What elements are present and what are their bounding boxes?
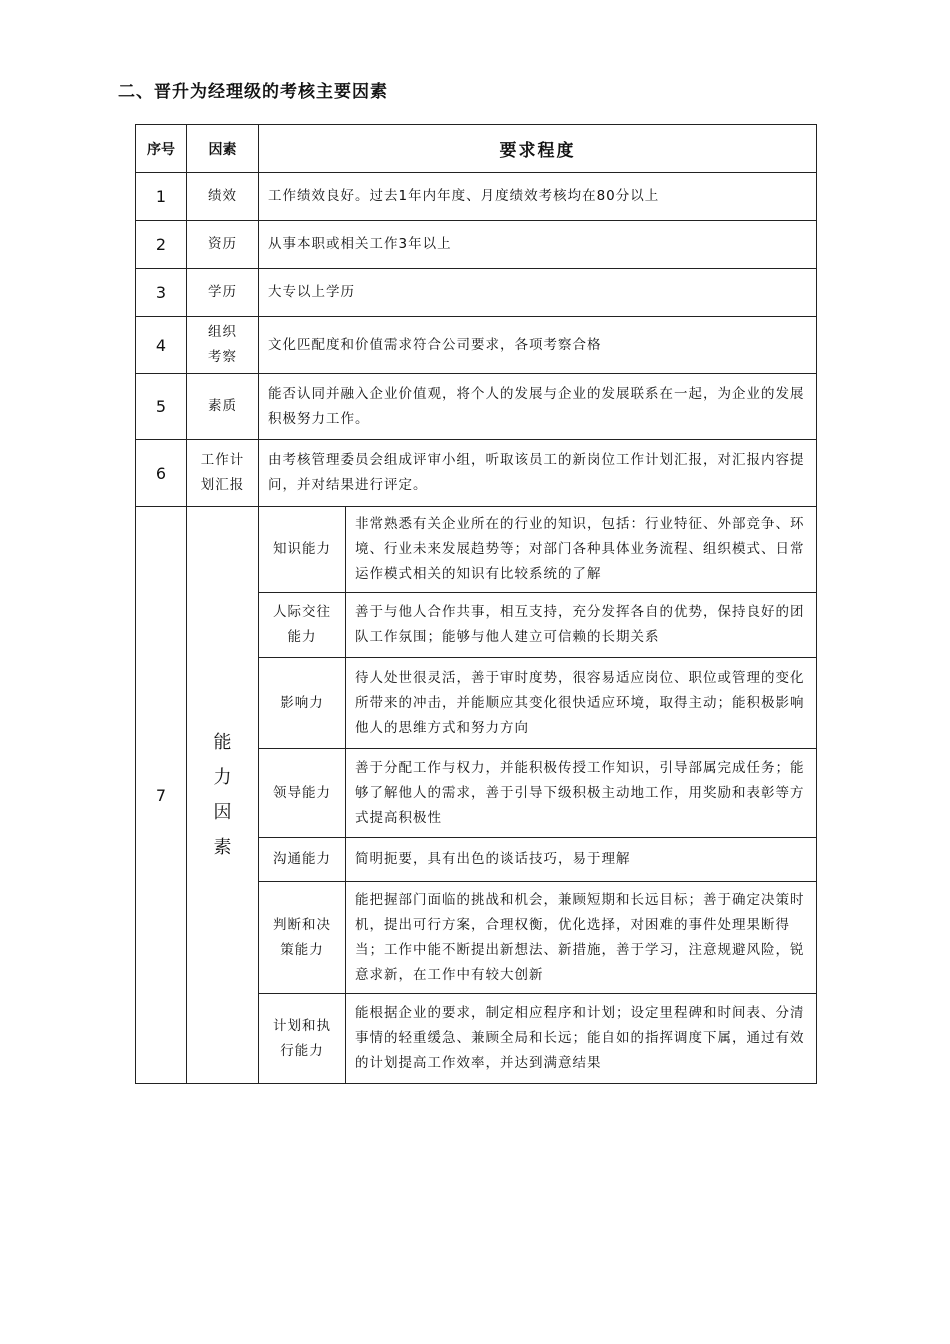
table-row <box>136 317 817 374</box>
row-factor: 资历 <box>187 221 259 269</box>
row-requirement: 文化匹配度和价值需求符合公司要求，各项考察合格 <box>259 317 817 374</box>
sub-factor: 领导能力 <box>259 749 346 838</box>
sub-requirement: 能根据企业的要求，制定相应程序和计划；设定里程碑和时间表、分清事情的轻重缓急、兼顾全局和长远；能自如的指挥调度下属，通过有效的计划提高工作效率，并达到满意结果 <box>346 994 817 1084</box>
table-row <box>136 221 817 269</box>
table-row <box>136 374 817 440</box>
row-factor: 学历 <box>187 269 259 317</box>
row-factor-cell <box>187 440 259 507</box>
header-factor: 因素 <box>187 125 259 173</box>
sub-factor: 判断和决策能力 <box>273 916 331 958</box>
sub-requirement: 善于分配工作与权力，并能积极传授工作知识，引导部属完成任务；能够了解他人的需求，善于引导下级积极主动地工作，用奖励和表彰等方式提高积极性 <box>346 749 817 838</box>
row-requirement: 大专以上学历 <box>259 269 817 317</box>
sub-requirement: 非常熟悉有关企业所在的行业的知识，包括：行业特征、外部竞争、环境、行业未来发展趋势等；对部门各种具体业务流程、组织模式、日常运作模式相关的知识有比较系统的了解 <box>346 507 817 593</box>
header-no: 序号 <box>136 125 187 173</box>
sub-requirement: 善于与他人合作共事，相互支持，充分发挥各自的优势，保持良好的团队工作氛围；能够与他人建立可信赖的长期关系 <box>346 593 817 658</box>
header-requirement: 要求程度 <box>259 125 817 173</box>
table-row <box>136 269 817 317</box>
row-no: 3 <box>136 269 187 317</box>
sub-factor-cell <box>259 593 346 658</box>
group-label-char: 素 <box>213 837 232 858</box>
table-row <box>136 440 817 507</box>
row-no: 6 <box>136 440 187 507</box>
sub-factor: 人际交往能力 <box>273 604 331 645</box>
row-requirement: 从事本职或相关工作3年以上 <box>259 221 817 269</box>
row-requirement: 由考核管理委员会组成评审小组，听取该员工的新岗位工作计划汇报，对汇报内容提问，并对结果进行评定。 <box>259 440 817 507</box>
section-heading: 二、晋升为经理级的考核主要因素 <box>118 82 388 102</box>
sub-requirement: 待人处世很灵活，善于审时度势，很容易适应岗位、职位或管理的变化所带来的冲击，并能顺应其变化很快适应环境，取得主动；能积极影响他人的思维方式和努力方向 <box>346 658 817 749</box>
row-no: 2 <box>136 221 187 269</box>
sub-factor-cell <box>259 882 346 994</box>
group-label <box>187 725 258 865</box>
row-requirement: 能否认同并融入企业价值观，将个人的发展与企业的发展联系在一起，为企业的发展积极努力工作。 <box>259 374 817 440</box>
group-label-cell <box>187 507 259 1084</box>
sub-factor: 计划和执行能力 <box>273 1017 331 1059</box>
table-row <box>136 507 817 593</box>
table-row <box>136 173 817 221</box>
row-requirement: 工作绩效良好。过去1年内年度、月度绩效考核均在80分以上 <box>259 173 817 221</box>
table-header-row <box>136 125 817 173</box>
row-factor: 绩效 <box>187 173 259 221</box>
row-no: 4 <box>136 317 187 374</box>
row-no: 1 <box>136 173 187 221</box>
sub-factor: 影响力 <box>259 658 346 749</box>
sub-requirement: 能把握部门面临的挑战和机会，兼顾短期和长远目标；善于确定决策时机，提出可行方案，合理权衡，优化选择，对困难的事件处理果断得当；工作中能不断提出新想法、新措施，善于学习，注意规避风险，锐意求新，在工作中有较大创新 <box>346 882 817 994</box>
row-factor: 组织考察 <box>208 324 237 365</box>
sub-factor: 知识能力 <box>259 507 346 593</box>
group-no: 7 <box>136 507 187 1084</box>
group-label-char: 因 <box>213 802 232 823</box>
row-factor: 工作计划汇报 <box>200 452 245 493</box>
sub-requirement: 简明扼要，具有出色的谈话技巧，易于理解 <box>346 838 817 882</box>
sub-factor-cell <box>259 994 346 1084</box>
group-label-char: 能 <box>213 732 232 753</box>
row-factor: 素质 <box>187 374 259 440</box>
sub-factor: 沟通能力 <box>259 838 346 882</box>
row-no: 5 <box>136 374 187 440</box>
requirements-table <box>135 124 817 1084</box>
group-label-char: 力 <box>213 767 232 788</box>
row-factor-cell <box>187 317 259 374</box>
